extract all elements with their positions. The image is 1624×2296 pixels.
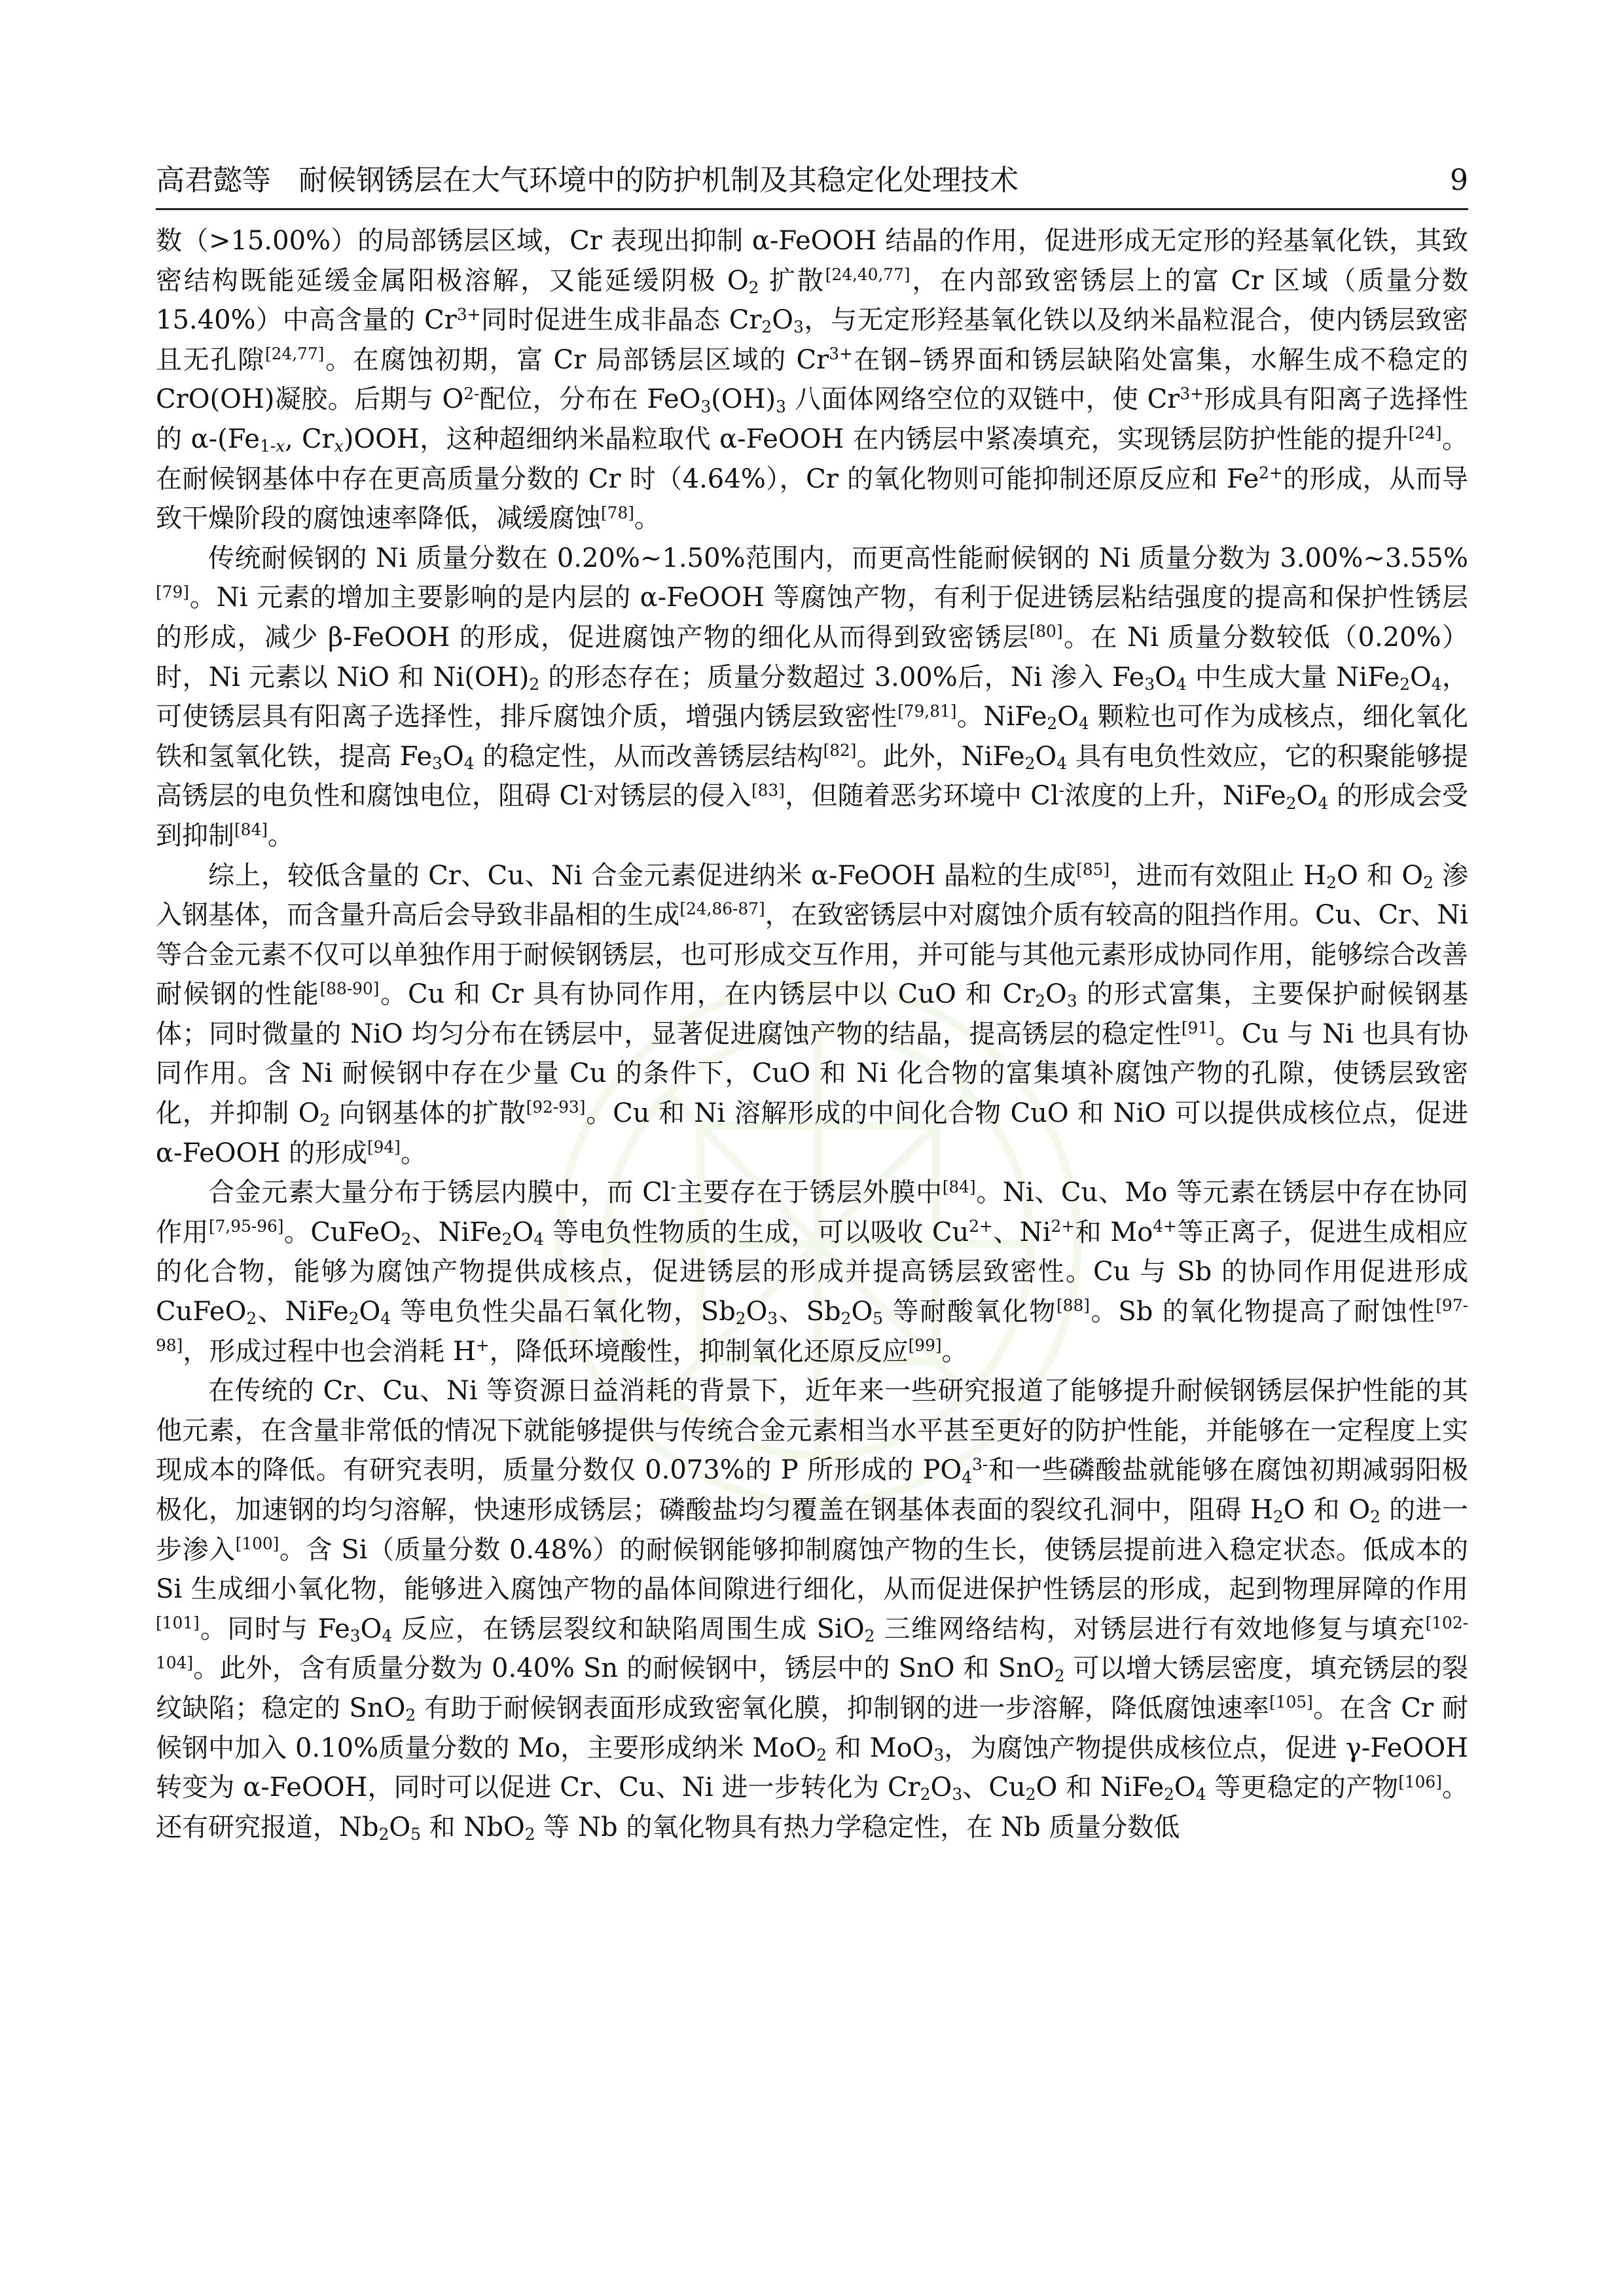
- running-header: [156, 161, 1468, 200]
- article-body: [156, 221, 1468, 1847]
- paragraph-5: 在传统的 Cr、Cu、Ni 等资源日益消耗的背景下，近年来一些研究报道了能够提升耐候钢锈层保护性能的其他元素，在含量非常低的情况下就能够提供与传统合金元素相当水平甚至更好的防护性能，并能够在一定程度上实现成本的降低。有研究表明，质量分数仅 0.073%的 P 所形成的 $PO_4^{3-}$和一些磷酸盐就能够在腐蚀初期减弱阳极极化，加速钢的均匀溶解，快速形成锈层；磷酸盐均匀覆盖在钢基体表面的裂纹孔洞中，阻碍 $H_2O$ 和 $O_2$ 的进一步渗入[100]。含 Si（质量分数 0.48%）的耐候钢能够抑制腐蚀产物的生长，使锈层提前进入稳定状态。低成本的 Si 生成细小氧化物，能够进入腐蚀产物的晶体间隙进行细化，从而促进保护性锈层的形成，起到物理屏障的作用[101]。同时与 $Fe_3O_4$ 反应，在锈层裂纹和缺陷周围生成 SiO$_2$ 三维网络结构，对锈层进行有效地修复与填充[102-104]。此外，含有质量分数为 0.40% Sn 的耐候钢中，锈层中的 SnO 和 SnO$_2$ 可以增大锈层密度，填充锈层的裂纹缺陷；稳定的 SnO$_2$ 有助于耐候钢表面形成致密氧化膜，抑制钢的进一步溶解，降低腐蚀速率[105]。在含 Cr 耐候钢中加入 0.10%质量分数的 Mo，主要形成纳米 MoO$_2$ 和 MoO$_3$，为腐蚀产物提供成核位点，促进 γ-FeOOH 转变为 α-FeOOH，同时可以促进 Cr、Cu、Ni 进一步转化为 $Cr_2O_3$、$Cu_2O$ 和 $NiFe_2O_4$ 等更稳定的产物[106]。还有研究报道，$Nb_2O_5$ 和 NbO$_2$ 等 Nb 的氧化物具有热力学稳定性，在 Nb 质量分数低: [156, 1376, 1469, 1844]
- paragraph-1: 数（>15.00%）的局部锈层区域，Cr 表现出抑制 α-FeOOH 结晶的作用，促进形成无定形的羟基氧化铁，其致密结构既能延缓金属阳极溶解，又能延缓阴极 $O_2$ 扩散[24,40,77]，在内部致密锈层上的富 Cr 区域（质量分数 15.40%）中高含量的 $Cr^{3+}$同时促进生成非晶态 $Cr_2O_3$，与无定形羟基氧化铁以及纳米晶粒混合，使内锈层致密且无孔隙[24,77]。在腐蚀初期，富 Cr 局部锈层区域的 $Cr^{3+}$在钢–锈界面和锈层缺陷处富集，水解生成不稳定的 CrO(OH)凝胶。后期与 $O^{2-}$配位，分布在 $FeO_3(OH)_3$ 八面体网络空位的双链中，使 $Cr^{3+}$形成具有阳离子选择性的 $\alpha-(Fe_{1-x}$, $Cr_x)OOH$，这种超细纳米晶粒取代 α-FeOOH 在内锈层中紧凑填充，实现锈层防护性能的提升[24]。在耐候钢基体中存在更高质量分数的 Cr 时（4.64%），Cr 的氧化物则可能抑制还原反应和 $Fe^{2+}$的形成，从而导致干燥阶段的腐蚀速率降低，减缓腐蚀[78]。: [156, 226, 1469, 534]
- header-rule: [156, 208, 1468, 210]
- header-title: 耐候钢锈层在大气环境中的防护机制及其稳定化处理技术: [298, 164, 1019, 197]
- header-authors: 高君懿等: [156, 164, 271, 197]
- paragraph-2: 传统耐候钢的 Ni 质量分数在 0.20%~1.50%范围内，而更高性能耐候钢的 Ni 质量分数为 3.00%~3.55%[79]。Ni 元素的增加主要影响的是内层的 α-FeOOH 等腐蚀产物，有利于促进锈层粘结强度的提高和保护性锈层的形成，减少 β-FeOOH 的形成，促进腐蚀产物的细化从而得到致密锈层[80]。在 Ni 质量分数较低（0.20%）时，Ni 元素以 NiO 和 $Ni(OH)_2$ 的形态存在；质量分数超过 3.00%后，Ni 渗入 $Fe_3O_4$ 中生成大量 $NiFe_2O_4$，可使锈层具有阳离子选择性，排斥腐蚀介质，增强内锈层致密性[79,81]。$NiFe_2O_4$ 颗粒也可作为成核点，细化氧化铁和氢氧化铁，提高 $Fe_3O_4$ 的稳定性，从而改善锈层结构[82]。此外，$NiFe_2O_4$ 具有电负性效应，它的积聚能够提高锈层的电负性和腐蚀电位，阻碍 Cl-对锈层的侵入[83]，但随着恶劣环境中 Cl-浓度的上升，$NiFe_2O_4$ 的形成会受到抑制[84]。: [156, 543, 1469, 851]
- page-number: 9: [1450, 164, 1468, 197]
- paragraph-4: 合金元素大量分布于锈层内膜中，而 Cl-主要存在于锈层外膜中[84]。Ni、Cu、Mo 等元素在锈层中存在协同作用[7,95-96]。CuFeO$_2$、$NiFe_2O_4$ 等电负性物质的生成，可以吸收 $Cu^{2+}$、$Ni^{2+}$和 $Mo^{4+}$等正离子，促进生成相应的化合物，能够为腐蚀产物提供成核点，促进锈层的形成并提高锈层致密性。Cu 与 Sb 的协同作用促进形成 CuFeO$_2$、$NiFe_2O_4$ 等电负性尖晶石氧化物，$Sb_2O_3$、$Sb_2O_5$ 等耐酸氧化物[88]。Sb 的氧化物提高了耐蚀性[97-98]，形成过程中也会消耗 H+，降低环境酸性，抑制氧化还原反应[99]。: [156, 1177, 1469, 1367]
- paragraph-3: 综上，较低含量的 Cr、Cu、Ni 合金元素促进纳米 α-FeOOH 晶粒的生成[85]，进而有效阻止 $H_2O$ 和 $O_2$ 渗入钢基体，而含量升高后会导致非晶相的生成[24,86-87]，在致密锈层中对腐蚀介质有较高的阻挡作用。Cu、Cr、Ni 等合金元素不仅可以单独作用于耐候钢锈层，也可形成交互作用，并可能与其他元素形成协同作用，能够综合改善耐候钢的性能[88-90]。Cu 和 Cr 具有协同作用，在内锈层中以 CuO 和 $Cr_2O_3$ 的形式富集，主要保护耐候钢基体；同时微量的 NiO 均匀分布在锈层中，显著促进腐蚀产物的结晶，提高锈层的稳定性[91]。Cu 与 Ni 也具有协同作用。含 Ni 耐候钢中存在少量 Cu 的条件下，CuO 和 Ni 化合物的富集填补腐蚀产物的孔隙，使锈层致密化，并抑制 $O_2$ 向钢基体的扩散[92-93]。Cu 和 Ni 溶解形成的中间化合物 CuO 和 NiO 可以提供成核位点，促进 α-FeOOH 的形成[94]。: [156, 859, 1469, 1168]
